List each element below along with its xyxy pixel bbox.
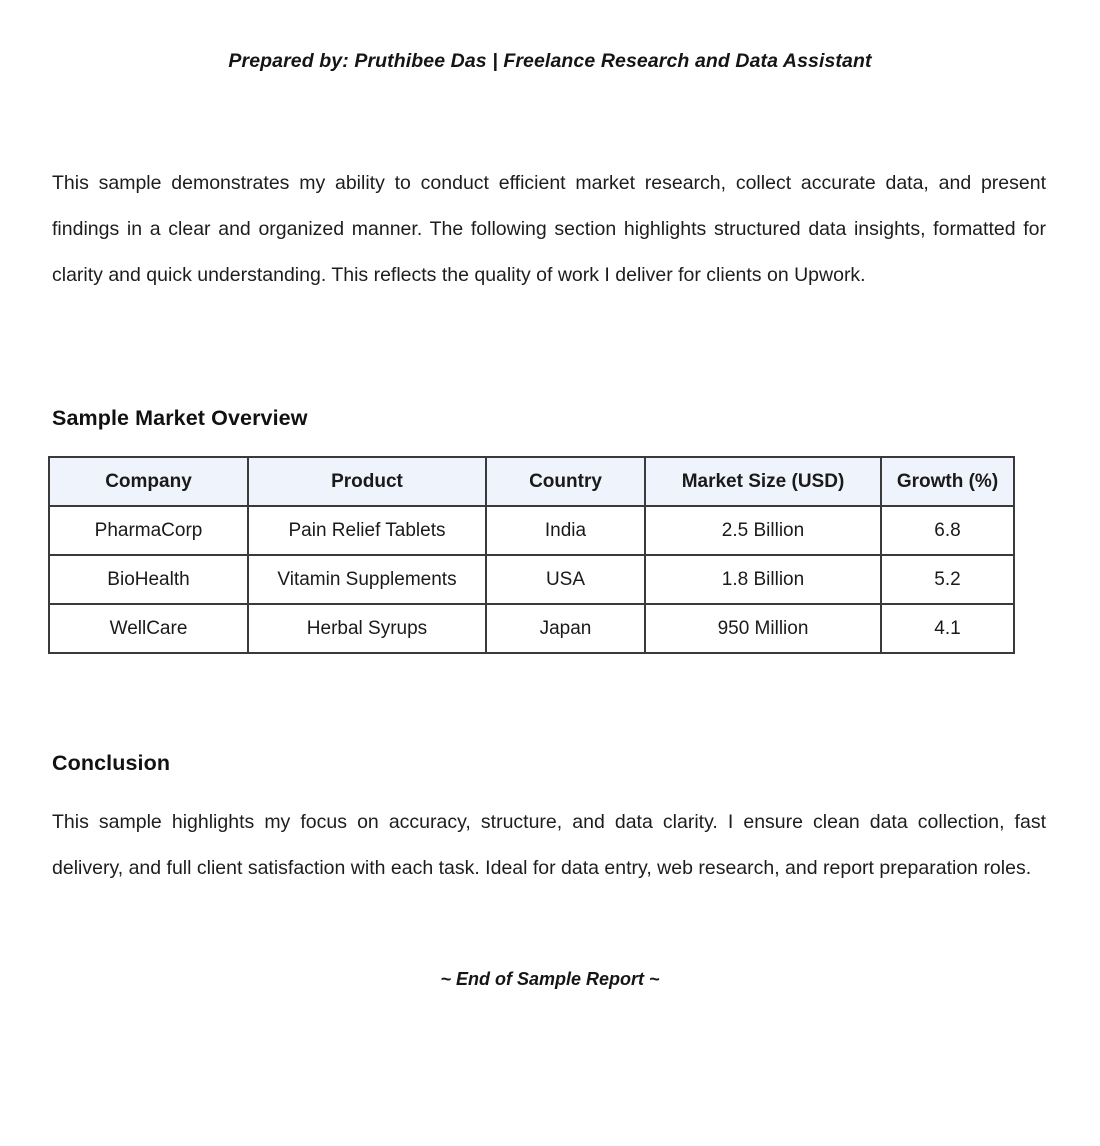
cell-market-size: 1.8 Billion — [645, 555, 881, 604]
cell-growth: 5.2 — [881, 555, 1014, 604]
document-byline: Prepared by: Pruthibee Das | Freelance Research and Data Assistant — [228, 50, 872, 72]
market-overview-table-container — [48, 456, 1013, 654]
cell-product: Pain Relief Tablets — [248, 506, 486, 555]
cell-growth: 4.1 — [881, 604, 1014, 653]
cell-product: Herbal Syrups — [248, 604, 486, 653]
column-header-country: Country — [486, 457, 645, 506]
intro-paragraph: This sample demonstrates my ability to conduct efficient market research, collect accurate data, and present findings in a clear and organized manner. The following section highlights structured data insights, formatted for clarity and quick understanding. This reflects the quality of work I deliver for clients on Upwork. — [52, 171, 1046, 286]
conclusion-paragraph: This sample highlights my focus on accuracy, structure, and data clarity. I ensure clean data collection, fast delivery, and full client satisfaction with each task. Ideal for data entry, web research, and report preparation roles. — [52, 810, 1046, 879]
table-header-row — [49, 457, 1014, 506]
cell-market-size: 950 Million — [645, 604, 881, 653]
cell-country: USA — [486, 555, 645, 604]
table-row — [49, 506, 1014, 555]
end-of-report-note: ~ End of Sample Report ~ — [440, 969, 660, 989]
cell-product: Vitamin Supplements — [248, 555, 486, 604]
column-header-market-size: Market Size (USD) — [645, 457, 881, 506]
column-header-growth: Growth (%) — [881, 457, 1014, 506]
column-header-company: Company — [49, 457, 248, 506]
cell-country: India — [486, 506, 645, 555]
cell-company: BioHealth — [49, 555, 248, 604]
section-heading-sample-market-overview: Sample Market Overview — [52, 405, 308, 430]
cell-company: WellCare — [49, 604, 248, 653]
market-overview-table — [48, 456, 1015, 654]
cell-growth: 6.8 — [881, 506, 1014, 555]
cell-market-size: 2.5 Billion — [645, 506, 881, 555]
table-row — [49, 555, 1014, 604]
section-heading-conclusion: Conclusion — [52, 750, 171, 775]
cell-country: Japan — [486, 604, 645, 653]
column-header-product: Product — [248, 457, 486, 506]
cell-company: PharmaCorp — [49, 506, 248, 555]
table-row — [49, 604, 1014, 653]
